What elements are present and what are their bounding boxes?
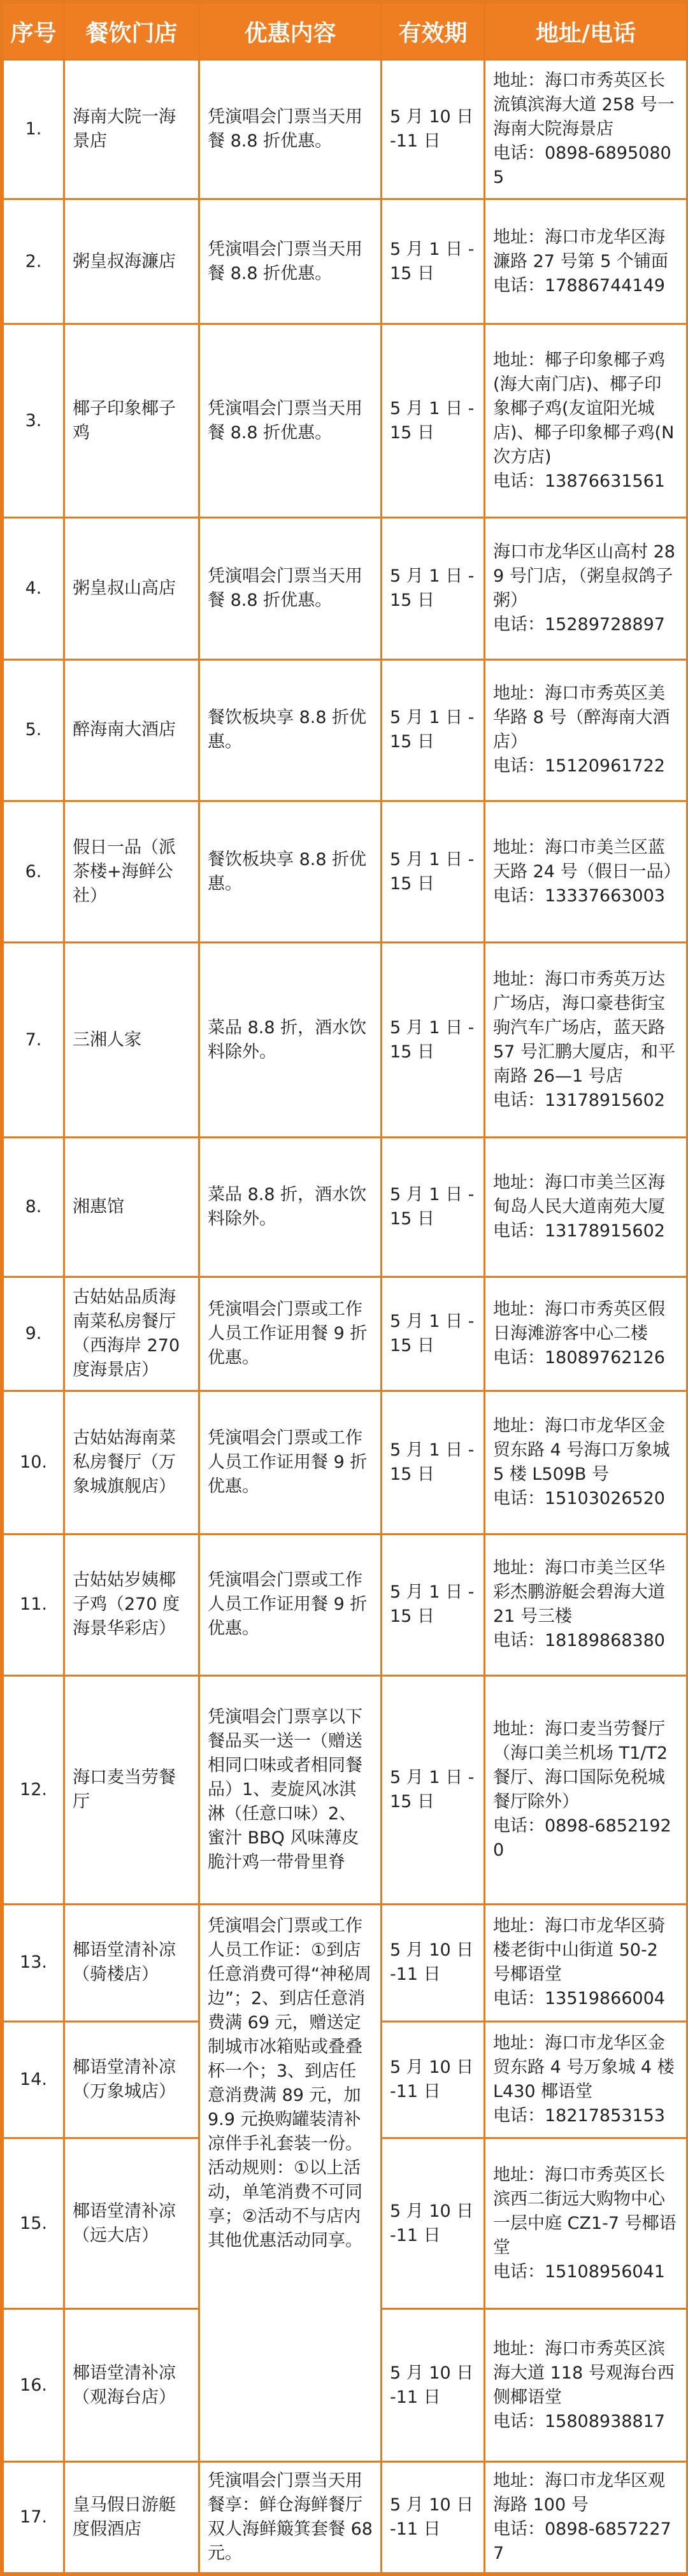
table-row	[3, 1676, 687, 1905]
store-name: 椰语堂清补凉（万象城店）	[64, 2021, 199, 2138]
store-name: 海口麦当劳餐厅	[64, 1676, 199, 1905]
store-name: 古姑姑海南菜私房餐厅（万象城旗舰店）	[64, 1391, 199, 1534]
deal-text: 凭演唱会门票当天用餐 8.8 折优惠。	[199, 324, 382, 518]
deal-text: 菜品 8.8 折，酒水饮料除外。	[199, 943, 382, 1138]
row-number: 12.	[3, 1676, 64, 1905]
address-phone	[485, 659, 687, 801]
store-name: 粥皇叔山高店	[64, 518, 199, 659]
row-number: 15.	[3, 2138, 64, 2308]
header-address-phone: 地址/电话	[485, 3, 687, 60]
header-store: 餐饮门店	[64, 3, 199, 60]
address-phone	[485, 2021, 687, 2138]
address-text: 地址：海口市秀英万达广场店，海口豪巷街宝驹汽车广场店，蓝天路 57 号汇鹏大厦店，和平南路 26—1 号店	[493, 969, 675, 1086]
phone-text: 电话：17886744149	[493, 275, 665, 296]
address-phone	[485, 518, 687, 659]
validity-date: 5 月 10 日 -11 日	[382, 2308, 485, 2462]
store-name: 椰语堂清补凉（远大店）	[64, 2138, 199, 2308]
validity-date: 5 月 1 日 -15 日	[382, 801, 485, 942]
address-text: 地址：海口市秀英区长滨西二街远大购物中心一层中庭 CZ1-7 号椰语堂	[493, 2165, 677, 2258]
validity-date: 5 月 1 日 -15 日	[382, 324, 485, 518]
address-phone	[485, 1534, 687, 1675]
validity-date: 5 月 10 日 -11 日	[382, 2138, 485, 2308]
store-name: 古姑姑品质海南菜私房餐厅（西海岸 270 度海景店）	[64, 1277, 199, 1391]
address-text: 地址：海口市秀英区美华路 8 号（醉海南大酒店）	[493, 683, 670, 752]
table-row	[3, 60, 687, 199]
row-number: 9.	[3, 1277, 64, 1391]
table-row	[3, 659, 687, 801]
row-number: 3.	[3, 324, 64, 518]
store-name: 粥皇叔海濂店	[64, 199, 199, 324]
address-phone	[485, 1905, 687, 2022]
address-phone	[485, 324, 687, 518]
address-text: 地址：海口麦当劳餐厅（海口美兰机场 T1/T2 餐厅、海口国际免税城餐厅除外）	[493, 1719, 668, 1812]
header-number: 序号	[3, 3, 64, 60]
phone-text: 电话：15289728897	[493, 614, 665, 634]
table-row	[3, 943, 687, 1138]
store-name: 假日一品（派茶楼+海鲜公社）	[64, 801, 199, 942]
validity-date: 5 月 10 日 -11 日	[382, 1905, 485, 2022]
validity-date: 5 月 10 日 -11 日	[382, 60, 485, 199]
validity-date: 5 月 1 日 -15 日	[382, 1277, 485, 1391]
store-name: 椰语堂清补凉（观海台店）	[64, 2308, 199, 2462]
store-name: 三湘人家	[64, 943, 199, 1138]
row-number: 11.	[3, 1534, 64, 1675]
store-name: 古姑姑岁姨椰子鸡（270 度海景华彩店）	[64, 1534, 199, 1675]
deal-text: 餐饮板块享 8.8 折优惠。	[199, 801, 382, 942]
store-name: 椰子印象椰子鸡	[64, 324, 199, 518]
validity-date: 5 月 1 日 -15 日	[382, 943, 485, 1138]
deal-text-shared: 凭演唱会门票或工作人员工作证：①到店任意消费可得“神秘周边”；2、到店任意消费满 69 元，赠送定制城市冰箱贴或叠叠杯一个；3、到店任意消费满 89 元，加 9.9 元换购罐装清补凉伴手礼套装一份。活动规则：①以上活动，单笔消费不可同享；②活动不与店内其他优惠活动同享。	[199, 1905, 382, 2462]
row-number: 4.	[3, 518, 64, 659]
phone-text: 电话：18189868380	[493, 1631, 665, 1651]
phone-text: 电话：18089762126	[493, 1347, 665, 1368]
table-row	[3, 2462, 687, 2573]
deal-text: 凭演唱会门票或工作人员工作证用餐 9 折优惠。	[199, 1534, 382, 1675]
address-phone	[485, 2308, 687, 2462]
store-name: 醉海南大酒店	[64, 659, 199, 801]
table-row	[3, 801, 687, 942]
address-phone	[485, 2462, 687, 2573]
address-text: 地址：海口市秀英区假日海滩游客中心二楼	[493, 1299, 665, 1343]
address-phone	[485, 1138, 687, 1277]
phone-text: 电话：15808938817	[493, 2411, 665, 2431]
address-text: 海口市龙华区山高村 289 号门店，（粥皇叔鸽子粥）	[493, 541, 675, 610]
store-name: 椰语堂清补凉（骑楼店）	[64, 1905, 199, 2022]
phone-text: 电话：13178915602	[493, 1090, 665, 1110]
row-number: 10.	[3, 1391, 64, 1534]
phone-text: 电话：18217853153	[493, 2106, 665, 2126]
phone-text: 电话：13519866004	[493, 1989, 665, 2009]
address-phone	[485, 943, 687, 1138]
deal-text: 凭演唱会门票当天用餐 8.8 折优惠。	[199, 518, 382, 659]
phone-text: 电话：15108956041	[493, 2261, 665, 2282]
table-row	[3, 1391, 687, 1534]
phone-text: 电话：0898-68950805	[493, 143, 671, 188]
row-number: 13.	[3, 1905, 64, 2022]
table-row	[3, 1534, 687, 1675]
table-row	[3, 324, 687, 518]
address-text: 地址：海口市美兰区蓝天路 24 号（假日一品）	[493, 837, 681, 882]
address-phone	[485, 1277, 687, 1391]
phone-text: 电话：15103026520	[493, 1488, 665, 1508]
validity-date: 5 月 1 日 -15 日	[382, 199, 485, 324]
phone-text: 电话：15120961722	[493, 756, 665, 776]
address-text: 地址：海口市秀英区滨海大道 118 号观海台西侧椰语堂	[493, 2338, 675, 2407]
validity-date: 5 月 10 日 -11 日	[382, 2462, 485, 2573]
row-number: 2.	[3, 199, 64, 324]
validity-date: 5 月 1 日 -15 日	[382, 1676, 485, 1905]
validity-date: 5 月 1 日 -15 日	[382, 518, 485, 659]
phone-text: 电话：13876631561	[493, 471, 665, 491]
address-text: 地址：椰子印象椰子鸡(海大南门店)、椰子印象椰子鸡(友谊阳光城店)、椰子印象椰子鸡(N 次方店)	[493, 350, 675, 467]
header-deal: 优惠内容	[199, 3, 382, 60]
phone-text: 电话：13337663003	[493, 885, 665, 906]
address-text: 地址：海口市龙华区观海路 100 号	[493, 2471, 665, 2515]
address-phone	[485, 1676, 687, 1905]
address-phone	[485, 60, 687, 199]
validity-date: 5 月 1 日 -15 日	[382, 1534, 485, 1675]
row-number: 16.	[3, 2308, 64, 2462]
table-row	[3, 199, 687, 324]
deal-text: 餐饮板块享 8.8 折优惠。	[199, 659, 382, 801]
row-number: 7.	[3, 943, 64, 1138]
address-text: 地址：海口市龙华区海濂路 27 号第 5 个铺面	[493, 227, 668, 271]
table-row	[3, 1277, 687, 1391]
phone-text: 电话：13178915602	[493, 1221, 665, 1241]
restaurant-deals-table	[2, 2, 688, 2574]
deal-text: 凭演唱会门票当天用餐享：鲜仓海鲜餐厅双人海鲜簸箕套餐 68 元。	[199, 2462, 382, 2573]
store-name: 湘惠馆	[64, 1138, 199, 1277]
table-row	[3, 1138, 687, 1277]
row-number: 17.	[3, 2462, 64, 2573]
address-text: 地址：海口市龙华区金贸东路 4 号万象城 4 楼 L430 椰语堂	[493, 2033, 675, 2102]
deal-text: 菜品 8.8 折，酒水饮料除外。	[199, 1138, 382, 1277]
validity-date: 5 月 1 日 -15 日	[382, 1138, 485, 1277]
address-text: 地址：海口市美兰区华彩杰鹏游艇会碧海大道 21 号三楼	[493, 1558, 665, 1627]
validity-date: 5 月 10 日 -11 日	[382, 2021, 485, 2138]
validity-date: 5 月 1 日 -15 日	[382, 659, 485, 801]
row-number: 5.	[3, 659, 64, 801]
header-validity: 有效期	[382, 3, 485, 60]
address-phone	[485, 2138, 687, 2308]
store-name: 海南大院一海景店	[64, 60, 199, 199]
store-name: 皇马假日游艇度假酒店	[64, 2462, 199, 2573]
table-row	[3, 518, 687, 659]
row-number: 6.	[3, 801, 64, 942]
address-text: 地址：海口市龙华区骑楼老街中山街道 50-2 号椰语堂	[493, 1916, 665, 1985]
phone-text: 电话：0898-68521920	[493, 1816, 671, 1861]
deal-text: 凭演唱会门票当天用餐 8.8 折优惠。	[199, 60, 382, 199]
address-text: 地址：海口市龙华区金贸东路 4 号海口万象城 5 楼 L509B 号	[493, 1415, 670, 1484]
table-header-row	[3, 3, 687, 60]
deal-text: 凭演唱会门票或工作人员工作证用餐 9 折优惠。	[199, 1277, 382, 1391]
deal-text: 凭演唱会门票当天用餐 8.8 折优惠。	[199, 199, 382, 324]
table-row	[3, 1905, 687, 2022]
validity-date: 5 月 1 日 -15 日	[382, 1391, 485, 1534]
deal-text: 凭演唱会门票或工作人员工作证用餐 9 折优惠。	[199, 1391, 382, 1534]
row-number: 1.	[3, 60, 64, 199]
address-text: 地址：海口市美兰区海甸岛人民大道南苑大厦	[493, 1173, 665, 1217]
address-text: 地址：海口市秀英区长流镇滨海大道 258 号一海南大院海景店	[493, 71, 675, 140]
deal-text: 凭演唱会门票享以下餐品买一送一（赠送相同口味或者相同餐品）1、麦旋风冰淇淋（任意口味）2、蜜汁 BBQ 风味薄皮脆汁鸡一带骨里脊	[199, 1676, 382, 1905]
address-phone	[485, 1391, 687, 1534]
address-phone	[485, 801, 687, 942]
row-number: 8.	[3, 1138, 64, 1277]
address-phone	[485, 199, 687, 324]
phone-text: 电话：0898-68572277	[493, 2519, 671, 2564]
row-number: 14.	[3, 2021, 64, 2138]
